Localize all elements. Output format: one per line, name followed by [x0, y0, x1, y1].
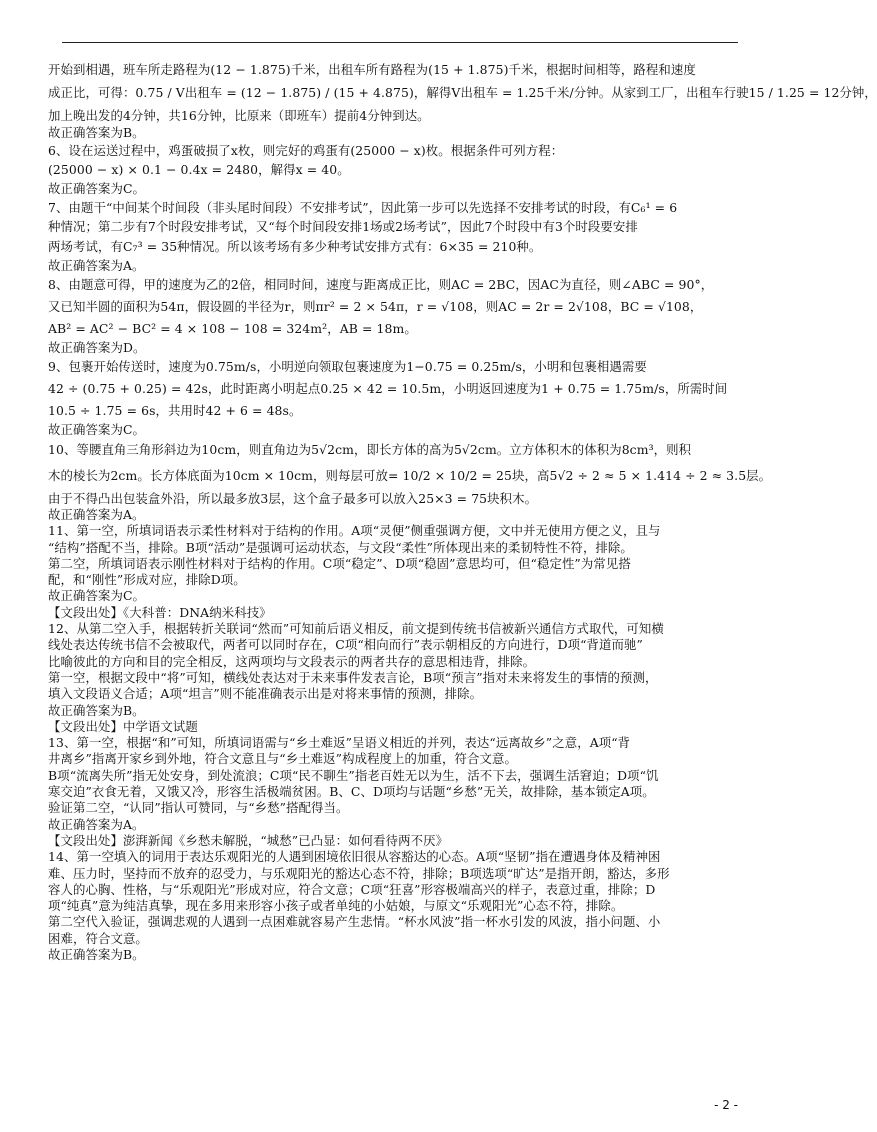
text-line: 填入文段语义合适；A项“坦言”则不能准确表示出是对将来事情的预测，排除。 [48, 686, 483, 702]
text-line: B项“流离失所”指无处安身，到处流浪；C项“民不聊生”指老百姓无以为生，活不下去，强调生活窘迫；D项“饥 [48, 767, 659, 783]
text-line: 第二空代入验证，强调悲观的人遇到一点困难就容易产生悲情。“杯水风波”指一杯水引发的风波，指小问题、小 [48, 914, 661, 930]
text-line: 验证第二空，“认同”指认可赞同，与“乡愁”搭配得当。 [48, 800, 349, 816]
answer-line: 故正确答案为A。 [48, 257, 145, 273]
text-line: 困难，符合文意。 [48, 930, 148, 946]
text-line: 比喻彼此的方向和目的完全相反，这两项均与文段表示的两者共存的意思相违背，排除。 [48, 653, 536, 669]
text-line: 寒交迫”衣食无着，又饿又冷，形容生活极端贫困。B、C、D项均与话题“乡愁”无关，故排除，基本锁定A项。 [48, 784, 655, 800]
answer-line: 故正确答案为A。 [48, 506, 145, 522]
answer-line: 故正确答案为C。 [48, 588, 146, 604]
text-line: 由于不得凸出包装盒外沿，所以最多放3层，这个盒子最多可以放入25×3 = 75块积木。 [48, 490, 538, 506]
text-line: 第一空，根据文段中“将”可知，横线处表达对于未来事件发表言论，B项“预言”指对未来将发生的事情的预测， [48, 669, 658, 685]
answer-line: 故正确答案为B。 [48, 702, 145, 718]
text-line: 9、包裹开始传送时，速度为0.75m/s，小明逆向领取包裹速度为1−0.75 = 0.25m/s，小明和包裹相遇需要 [48, 359, 647, 375]
text-line: 配，和“刚性”形成对应，排除D项。 [48, 572, 246, 588]
answer-line: 故正确答案为B。 [48, 946, 145, 962]
text-line: 开始到相遇，班车所走路程为(12 − 1.875)千米，出租车所有路程为(15 + 1.875)千米，根据时间相等，路程和速度 [48, 62, 696, 77]
text-line: 第二空，所填词语表示刚性材料对于结构的作用。C项“稳定”、D项“稳固”意思均可，但“稳定性”为常见搭 [48, 555, 631, 571]
text-line: 42 ÷ (0.75 + 0.25) = 42s，此时距离小明起点0.25 × 42 = 10.5m，小明返回速度为1 + 0.75 = 1.75m/s，所需时间 [48, 381, 728, 397]
text-line: 8、由题意可得，甲的速度为乙的2倍，相同时间，速度与距离成正比，则AC = 2BC，因AC为直径，则∠ABC = 90°， [48, 277, 714, 293]
text-line: 难、压力时，坚持而不放弃的忍受力，与乐观阳光的豁达心态不符，排除；B项选项“旷达”是指开朗，豁达，多形 [48, 865, 670, 881]
text-line: 6、设在运送过程中，鸡蛋破损了x枚，则完好的鸡蛋有(25000 − x)枚。根据条件可列方程： [48, 142, 564, 158]
source-line: 【文段出处】中学语文试题 [48, 718, 198, 734]
answer-line: 故正确答案为A。 [48, 816, 145, 832]
text-line: 井离乡”指离开家乡到外地，符合文意且与“乡土难返”构成程度上的加重，符合文意。 [48, 751, 517, 767]
text-line: 线处表达传统书信不会被取代，两者可以同时存在，C项“相向而行”表示朝相反的方向进行，D项“背道而驰” [48, 637, 643, 653]
text-line: “结构”搭配不当，排除。B项“活动”是强调可运动状态，与文段“柔性”所体现出来的柔韧特性不符，排除。 [48, 539, 633, 555]
text-line: 13、第一空，根据“和”可知，所填词语需与“乡土难返”呈语义相近的并列，表达“远离故乡”之意，A项“背 [48, 735, 631, 751]
text-line: (25000 − x) × 0.1 − 0.4x = 2480，解得x = 40。 [48, 162, 350, 178]
text-line: 10、等腰直角三角形斜边为10cm，则直角边为5√2cm，即长方体的高为5√2cm。立方体积木的体积为8cm³，则积 [48, 441, 692, 457]
page-body [48, 62, 877, 963]
text-line: 11、第一空，所填词语表示柔性材料对于结构的作用。A项“灵便”侧重强调方便，文中并无使用方便之义，且与 [48, 523, 661, 539]
answer-line: 故正确答案为D。 [48, 340, 146, 356]
source-line: 【文段出处】《大科普：DNA纳米科技》 [48, 604, 272, 620]
answer-line: 故正确答案为C。 [48, 181, 146, 197]
text-line: 种情况；第二步有7个时段安排考试，又“每个时间段安排1场或2场考试”，因此7个时段中有3个时段要安排 [48, 219, 638, 235]
source-line: 【文段出处】澎湃新闻《乡愁未解脱，“城愁”已凸显：如何看待两不厌》 [48, 832, 449, 848]
text-line: 两场考试，有C₇³ = 35种情况。所以该考场有多少种考试安排方式有：6×35 = 210种。 [48, 238, 542, 254]
text-line: 又已知半圆的面积为54π，假设圆的半径为r，则πr² = 2 × 54π，r = √108，则AC = 2r = 2√108，BC = √108， [48, 299, 703, 315]
answer-line: 故正确答案为C。 [48, 422, 146, 438]
text-line: AB² = AC² − BC² = 4 × 108 − 108 = 324m²，AB = 18m。 [48, 321, 417, 337]
text-line: 12、从第二空入手，根据转折关联词“然而”可知前后语义相反，前文提到传统书信被新兴通信方式取代，可知横 [48, 621, 664, 637]
text-line: 成正比，可得：0.75 / V出租车 = (12 − 1.875) / (15 + 4.875)，解得V出租车 = 1.25千米/分钟。从家到工厂，出租车行驶15 / 1.25 = 12分钟， [48, 85, 877, 101]
text-line: 7、由题干“中间某个时间段（非头尾时间段）不安排考试”，因此第一步可以先选择不安排考试的时段，有C₆¹ = 6 [48, 200, 678, 216]
header-rule [62, 42, 738, 43]
text-line: 加上晚出发的4分钟，共16分钟，比原来（即班车）提前4分钟到达。 [48, 108, 430, 124]
text-line: 容人的心胸、性格，与“乐观阳光”形成对应，符合文意；C项“狂喜”形容极端高兴的样子，表意过重，排除；D [48, 881, 656, 897]
answer-line: 故正确答案为B。 [48, 124, 145, 140]
page-number: - 2 - [714, 1098, 738, 1112]
text-line: 项“纯真”意为纯洁真挚，现在多用来形容小孩子或者单纯的小姑娘，与原文“乐观阳光”心态不符，排除。 [48, 898, 624, 914]
text-line: 10.5 ÷ 1.75 = 6s，共用时42 + 6 = 48s。 [48, 403, 302, 419]
text-line: 14、第一空填入的词用于表达乐观阳光的人遇到困境依旧很从容豁达的心态。A项“坚韧”指在遭遇身体及精神困 [48, 849, 661, 865]
text-line: 木的棱长为2cm。长方体底面为10cm × 10cm，则每层可放= 10/2 × 10/2 = 25块，高5√2 ÷ 2 ≈ 5 × 1.414 ÷ 2 ≈ 3.5层。 [48, 467, 772, 483]
